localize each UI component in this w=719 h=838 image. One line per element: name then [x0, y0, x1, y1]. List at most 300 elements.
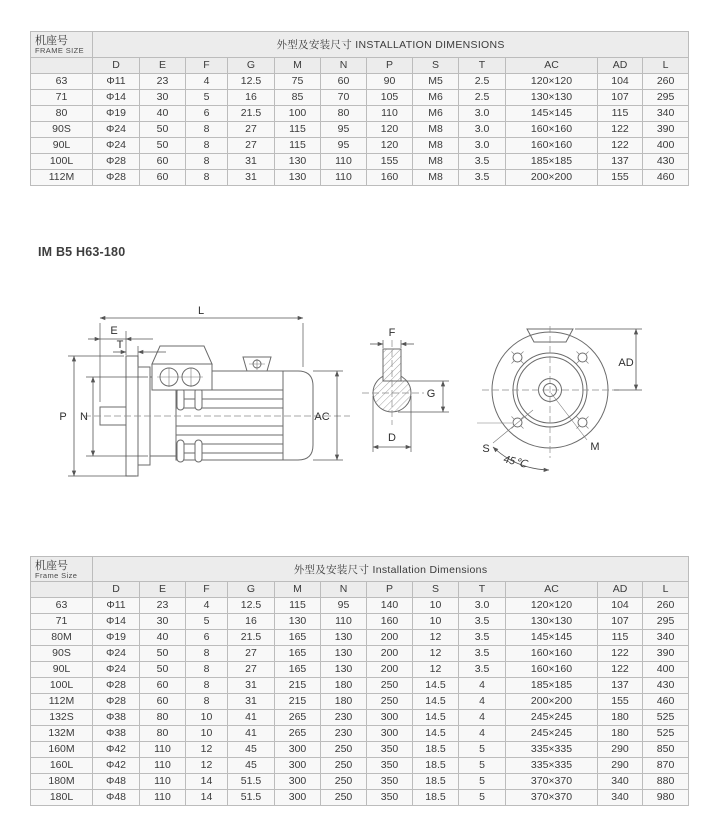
- dimension-cell: 430: [643, 154, 689, 170]
- dimension-cell: 12: [413, 662, 459, 678]
- dimension-cell: 4: [186, 74, 228, 90]
- column-header: S: [413, 582, 459, 598]
- frame-size-label-cn: 机座号: [35, 559, 68, 572]
- dimension-cell: 130: [275, 154, 321, 170]
- dimension-cell: 200×200: [506, 170, 598, 186]
- dimension-cell: 130: [321, 630, 367, 646]
- frame-size-cell: 90L: [31, 662, 93, 678]
- dimension-cell: Φ28: [93, 154, 140, 170]
- dimension-cell: 250: [321, 790, 367, 806]
- dimension-cell: Φ11: [93, 598, 140, 614]
- corner-empty-cell: [31, 582, 93, 598]
- dimension-cell: 3.0: [459, 106, 506, 122]
- dimension-cell: 295: [643, 614, 689, 630]
- dimension-cell: 115: [598, 630, 643, 646]
- dimension-cell: 160×160: [506, 122, 598, 138]
- dimension-cell: 107: [598, 614, 643, 630]
- dimension-cell: 130: [321, 662, 367, 678]
- dimension-cell: M8: [413, 154, 459, 170]
- dimension-cell: 137: [598, 154, 643, 170]
- dimension-cell: 130×130: [506, 614, 598, 630]
- dim-label-F: F: [388, 327, 396, 339]
- dimension-cell: 70: [321, 90, 367, 106]
- table-body: [31, 598, 689, 806]
- table-row: [31, 598, 689, 614]
- table-row: [31, 662, 689, 678]
- dimension-cell: 16: [228, 90, 275, 106]
- dimension-cell: 300: [275, 790, 321, 806]
- column-header: M: [275, 58, 321, 74]
- dimension-cell: 120: [367, 122, 413, 138]
- column-header: L: [643, 582, 689, 598]
- column-header: D: [93, 582, 140, 598]
- dimension-cell: 60: [140, 678, 186, 694]
- dimension-cell: 14.5: [413, 694, 459, 710]
- dimension-cell: 3.5: [459, 614, 506, 630]
- dimension-cell: 23: [140, 598, 186, 614]
- dimension-cell: Φ24: [93, 646, 140, 662]
- dimension-cell: 230: [321, 710, 367, 726]
- dimension-cell: 350: [367, 774, 413, 790]
- dimension-cell: 50: [140, 662, 186, 678]
- dimension-cell: Φ24: [93, 122, 140, 138]
- dimension-cell: 110: [321, 154, 367, 170]
- dimension-cell: 31: [228, 678, 275, 694]
- table-row: [31, 742, 689, 758]
- dimension-cell: 60: [321, 74, 367, 90]
- table-body: [31, 74, 689, 186]
- dimension-cell: Φ19: [93, 106, 140, 122]
- dimension-cell: 95: [321, 122, 367, 138]
- dimension-cell: 21.5: [228, 106, 275, 122]
- table-row: [31, 630, 689, 646]
- dimension-cell: 160×160: [506, 138, 598, 154]
- dimension-cell: 3.5: [459, 662, 506, 678]
- dimension-cell: 5: [459, 742, 506, 758]
- column-header-row: [31, 582, 689, 598]
- dimension-cell: Φ42: [93, 742, 140, 758]
- dimension-cell: 2.5: [459, 90, 506, 106]
- dimension-cell: 8: [186, 122, 228, 138]
- dimension-cell: 115: [598, 106, 643, 122]
- frame-size-label-en: Frame Size: [35, 570, 78, 580]
- dimension-cell: 104: [598, 598, 643, 614]
- table-row: [31, 138, 689, 154]
- dimension-cell: 40: [140, 106, 186, 122]
- dimension-cell: 250: [321, 774, 367, 790]
- dimension-cell: 12.5: [228, 598, 275, 614]
- dimension-cell: 27: [228, 662, 275, 678]
- table-row: [31, 122, 689, 138]
- dimension-cell: 23: [140, 74, 186, 90]
- dim-label-D: D: [388, 432, 396, 444]
- dimension-cell: 120: [367, 138, 413, 154]
- dimension-cell: 60: [140, 154, 186, 170]
- dimension-cell: 245×245: [506, 726, 598, 742]
- frame-size-cell: 71: [31, 614, 93, 630]
- frame-size-cell: 63: [31, 74, 93, 90]
- dimension-cell: 3.0: [459, 138, 506, 154]
- dimension-cell: 4: [459, 678, 506, 694]
- dimension-cell: 12.5: [228, 74, 275, 90]
- dimension-cell: 460: [643, 694, 689, 710]
- column-header: AC: [506, 582, 598, 598]
- frame-size-corner-cell: [31, 32, 93, 58]
- dimension-cell: 100: [275, 106, 321, 122]
- dimension-cell: 6: [186, 630, 228, 646]
- dimension-cell: 980: [643, 790, 689, 806]
- dimension-cell: 12: [413, 630, 459, 646]
- column-header: G: [228, 582, 275, 598]
- dimension-cell: 30: [140, 90, 186, 106]
- column-header: N: [321, 58, 367, 74]
- dimension-cell: 110: [321, 170, 367, 186]
- dimension-cell: 880: [643, 774, 689, 790]
- dimension-cell: M5: [413, 74, 459, 90]
- dimension-cell: 45: [228, 758, 275, 774]
- column-header: AC: [506, 58, 598, 74]
- dimension-cell: 3.0: [459, 122, 506, 138]
- dimension-cell: Φ24: [93, 662, 140, 678]
- dimension-cell: 122: [598, 646, 643, 662]
- dimension-cell: 5: [459, 790, 506, 806]
- shaft-section-view: [362, 327, 449, 452]
- dimension-cell: 390: [643, 646, 689, 662]
- dimension-cell: 115: [275, 122, 321, 138]
- installation-dimensions-table-bottom: [30, 556, 689, 806]
- dimension-cell: 250: [367, 694, 413, 710]
- dimension-cell: 122: [598, 122, 643, 138]
- dimension-cell: 8: [186, 138, 228, 154]
- dimension-cell: 27: [228, 122, 275, 138]
- dimension-cell: 105: [367, 90, 413, 106]
- dimension-cell: 50: [140, 122, 186, 138]
- dimension-cell: 185×185: [506, 154, 598, 170]
- dimension-cell: 525: [643, 726, 689, 742]
- dimension-cell: 95: [321, 138, 367, 154]
- dimension-cell: 14.5: [413, 678, 459, 694]
- dimension-cell: 50: [140, 138, 186, 154]
- frame-size-cell: 132S: [31, 710, 93, 726]
- dimension-cell: 110: [140, 790, 186, 806]
- column-header: L: [643, 58, 689, 74]
- dimension-cell: 215: [275, 694, 321, 710]
- dimension-cell: 85: [275, 90, 321, 106]
- column-header: F: [186, 582, 228, 598]
- dimension-cell: 4: [186, 598, 228, 614]
- dimension-cell: 51.5: [228, 774, 275, 790]
- dimension-cell: 80: [140, 726, 186, 742]
- dimension-cell: 850: [643, 742, 689, 758]
- dimension-cell: 870: [643, 758, 689, 774]
- dimension-cell: 340: [643, 106, 689, 122]
- dimension-cell: 200: [367, 630, 413, 646]
- frame-size-cell: 112M: [31, 694, 93, 710]
- dimension-cell: 200: [367, 662, 413, 678]
- dimension-cell: 18.5: [413, 742, 459, 758]
- dimension-cell: M6: [413, 106, 459, 122]
- dimension-cell: 350: [367, 742, 413, 758]
- dimension-cell: 110: [367, 106, 413, 122]
- dimension-cell: 75: [275, 74, 321, 90]
- frame-size-cell: 180L: [31, 790, 93, 806]
- column-header: P: [367, 58, 413, 74]
- dim-label-M: M: [590, 441, 600, 453]
- terminal-box-lid: [152, 346, 212, 364]
- dimension-cell: Φ42: [93, 758, 140, 774]
- frame-size-cell: 100L: [31, 154, 93, 170]
- table-title: 外型及安装尺寸 INSTALLATION DIMENSIONS: [93, 32, 689, 58]
- dimension-cell: 2.5: [459, 74, 506, 90]
- dimension-cell: 80: [321, 106, 367, 122]
- dimension-cell: 95: [321, 598, 367, 614]
- dimension-cell: M8: [413, 170, 459, 186]
- dimension-cell: 110: [321, 614, 367, 630]
- cooling-fins: [176, 390, 283, 453]
- dimension-cell: 3.5: [459, 630, 506, 646]
- dimension-cell: 130: [275, 614, 321, 630]
- dimension-cell: 18.5: [413, 774, 459, 790]
- dimension-cell: 115: [275, 138, 321, 154]
- dim-label-P: P: [59, 411, 67, 423]
- dim-label-G: G: [426, 388, 436, 400]
- dimension-cell: 5: [459, 758, 506, 774]
- dimension-cell: 155: [598, 170, 643, 186]
- dimension-cell: 180: [598, 726, 643, 742]
- dimension-cell: 3.0: [459, 598, 506, 614]
- dimension-cell: 245×245: [506, 710, 598, 726]
- dimension-cell: Φ38: [93, 726, 140, 742]
- dimension-cell: Φ28: [93, 694, 140, 710]
- dimension-cell: 3.5: [459, 154, 506, 170]
- dim-label-E: E: [110, 325, 118, 337]
- dimension-cell: Φ14: [93, 614, 140, 630]
- dimension-cell: 145×145: [506, 630, 598, 646]
- frame-size-cell: 180M: [31, 774, 93, 790]
- dimension-cell: 155: [598, 694, 643, 710]
- dimension-cell: 130×130: [506, 90, 598, 106]
- frame-size-cell: 160M: [31, 742, 93, 758]
- dimension-cell: 8: [186, 170, 228, 186]
- dimension-cell: 140: [367, 598, 413, 614]
- fan-cover: [283, 371, 313, 460]
- dimension-cell: 122: [598, 662, 643, 678]
- dimension-cell: 430: [643, 678, 689, 694]
- dimension-cell: 350: [367, 790, 413, 806]
- dimension-cell: 180: [321, 678, 367, 694]
- dimension-cell: 370×370: [506, 774, 598, 790]
- dimension-cell: 16: [228, 614, 275, 630]
- dimension-cell: 12: [413, 646, 459, 662]
- dimension-cell: 4: [459, 726, 506, 742]
- dimension-cell: 335×335: [506, 758, 598, 774]
- dimension-cell: 10: [413, 598, 459, 614]
- dimension-cell: Φ48: [93, 790, 140, 806]
- dimension-cell: 14: [186, 790, 228, 806]
- table-title-row: [31, 32, 689, 58]
- column-header: D: [93, 58, 140, 74]
- dimension-cell: Φ28: [93, 170, 140, 186]
- column-header: F: [186, 58, 228, 74]
- flange-front-view: [477, 326, 642, 471]
- table-row: [31, 710, 689, 726]
- dimension-cell: 31: [228, 170, 275, 186]
- dimension-cell: 295: [643, 90, 689, 106]
- dimension-cell: 250: [321, 758, 367, 774]
- leaders-and-dims-flange-view: [477, 329, 642, 470]
- dimension-cell: 90: [367, 74, 413, 90]
- crosshair-centerlines: [482, 326, 622, 458]
- dimension-cell: 340: [598, 774, 643, 790]
- motor-side-view: [59, 305, 350, 476]
- dimension-cell: 41: [228, 710, 275, 726]
- section-heading: IM B5 H63-180: [38, 245, 126, 259]
- dimension-cell: 250: [367, 678, 413, 694]
- dimension-cell: 335×335: [506, 742, 598, 758]
- shaft: [100, 407, 126, 425]
- dimension-cell: 60: [140, 170, 186, 186]
- dimension-cell: 300: [367, 710, 413, 726]
- table-row: [31, 726, 689, 742]
- table-row: [31, 170, 689, 186]
- column-header: T: [459, 58, 506, 74]
- column-header: T: [459, 582, 506, 598]
- dimension-cell: 4: [459, 710, 506, 726]
- dimension-cell: 137: [598, 678, 643, 694]
- dimension-cell: M6: [413, 90, 459, 106]
- dimension-cell: 165: [275, 630, 321, 646]
- table-row: [31, 694, 689, 710]
- table-row: [31, 774, 689, 790]
- dimension-cell: M8: [413, 122, 459, 138]
- dimension-cell: 300: [275, 774, 321, 790]
- dimension-cell: 45: [228, 742, 275, 758]
- dimension-cell: 18.5: [413, 758, 459, 774]
- dimension-cell: 14: [186, 774, 228, 790]
- dimension-cell: 350: [367, 758, 413, 774]
- dimension-cell: 180: [321, 694, 367, 710]
- dimension-cell: 10: [186, 710, 228, 726]
- dimension-cell: 165: [275, 662, 321, 678]
- dimension-cell: 340: [598, 790, 643, 806]
- dimension-cell: 340: [643, 630, 689, 646]
- dimension-cell: 110: [140, 758, 186, 774]
- dimension-cell: 31: [228, 154, 275, 170]
- frame-size-label-cn: 机座号: [35, 35, 68, 47]
- frame-size-cell: 112M: [31, 170, 93, 186]
- dimension-cell: 21.5: [228, 630, 275, 646]
- dimension-cell: 12: [186, 758, 228, 774]
- dimension-diagram: [0, 295, 719, 540]
- dimension-cell: 165: [275, 646, 321, 662]
- frame-size-cell: 80: [31, 106, 93, 122]
- dimension-cell: 290: [598, 742, 643, 758]
- table-row: [31, 790, 689, 806]
- dimension-cell: 3.5: [459, 170, 506, 186]
- dimension-cell: 18.5: [413, 790, 459, 806]
- dimension-cell: 115: [275, 598, 321, 614]
- dimension-cell: Φ48: [93, 774, 140, 790]
- column-header: S: [413, 58, 459, 74]
- dimension-cell: 110: [140, 774, 186, 790]
- column-header: AD: [598, 582, 643, 598]
- dimension-cell: 130: [275, 170, 321, 186]
- dimension-cell: 8: [186, 694, 228, 710]
- dimension-cell: 8: [186, 662, 228, 678]
- dimension-cell: 265: [275, 710, 321, 726]
- dimension-cell: 8: [186, 678, 228, 694]
- dimension-cell: 160: [367, 170, 413, 186]
- table-row: [31, 758, 689, 774]
- dimension-cell: 27: [228, 138, 275, 154]
- dimension-cell: 145×145: [506, 106, 598, 122]
- dimension-cell: 5: [186, 90, 228, 106]
- angle-label: 45℃: [502, 453, 528, 471]
- dimension-cell: 160×160: [506, 662, 598, 678]
- dimension-cell: 400: [643, 138, 689, 154]
- table-title-row: [31, 557, 689, 582]
- column-header: N: [321, 582, 367, 598]
- dimension-cell: 41: [228, 726, 275, 742]
- table-row: [31, 74, 689, 90]
- frame-size-cell: 63: [31, 598, 93, 614]
- dimension-cell: 215: [275, 678, 321, 694]
- frame-size-cell: 80M: [31, 630, 93, 646]
- dimension-cell: Φ11: [93, 74, 140, 90]
- dimension-cell: 6: [186, 106, 228, 122]
- dimension-cell: 300: [275, 758, 321, 774]
- dimension-cell: M8: [413, 138, 459, 154]
- dimension-cell: 31: [228, 694, 275, 710]
- dimension-cell: Φ38: [93, 710, 140, 726]
- dimension-cell: 4: [459, 694, 506, 710]
- table-row: [31, 646, 689, 662]
- dimension-cell: 260: [643, 74, 689, 90]
- dimension-cell: 460: [643, 170, 689, 186]
- frame-size-cell: 90S: [31, 646, 93, 662]
- dimension-cell: 122: [598, 138, 643, 154]
- dimension-cell: 3.5: [459, 646, 506, 662]
- dim-label-AD: AD: [618, 357, 634, 369]
- column-header: P: [367, 582, 413, 598]
- dimension-cell: 10: [413, 614, 459, 630]
- dim-label-T: T: [116, 339, 124, 351]
- dimension-cell: 8: [186, 646, 228, 662]
- installation-dimensions-table-top: [30, 31, 689, 186]
- dimension-cell: 10: [186, 726, 228, 742]
- dimension-cell: 265: [275, 726, 321, 742]
- frame-size-cell: 71: [31, 90, 93, 106]
- dimension-cell: 300: [367, 726, 413, 742]
- dimension-cell: 130: [321, 646, 367, 662]
- dimension-cell: 260: [643, 598, 689, 614]
- dimension-cell: 230: [321, 726, 367, 742]
- column-header-row: [31, 58, 689, 74]
- column-header: AD: [598, 58, 643, 74]
- table-row: [31, 106, 689, 122]
- dimension-cell: 160×160: [506, 646, 598, 662]
- column-header: M: [275, 582, 321, 598]
- dimension-cell: Φ14: [93, 90, 140, 106]
- dim-label-L: L: [197, 305, 205, 317]
- dimension-cell: 390: [643, 122, 689, 138]
- table-row: [31, 154, 689, 170]
- dimension-cell: 104: [598, 74, 643, 90]
- dim-label-S: S: [482, 443, 490, 455]
- dimension-cell: 160: [367, 614, 413, 630]
- column-header: E: [140, 582, 186, 598]
- frame-size-cell: 160L: [31, 758, 93, 774]
